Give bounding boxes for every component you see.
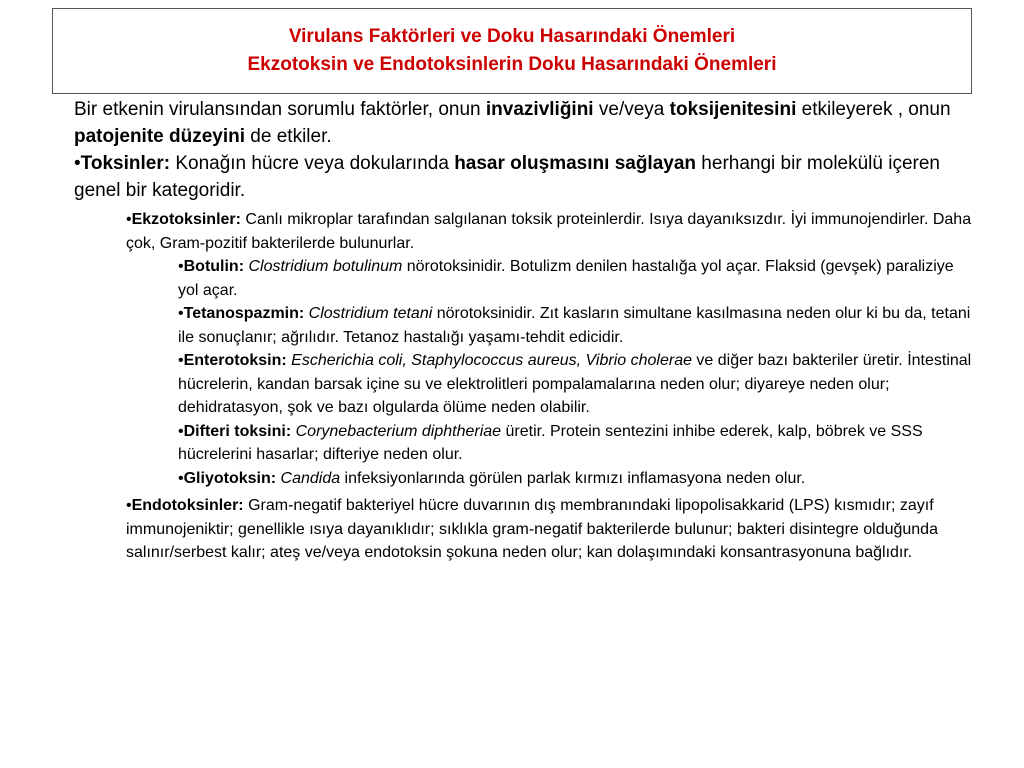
toksinler-bold: hasar oluşmasını sağlayan xyxy=(454,153,697,174)
intro-bold-patojenite: patojenite düzeyini xyxy=(74,126,246,147)
intro-bold-toksijenite: toksijenitesini xyxy=(669,99,797,120)
intro-paragraph xyxy=(74,96,974,150)
organism-name: Corynebacterium diphtheriae xyxy=(291,422,502,440)
endotoksin-bullet xyxy=(126,494,974,565)
toxin-description: nörotoksinidir. Botulizm denilen hastalığa yol açar. Flaksid (gevşek) paraliziye yol açar. xyxy=(178,258,954,299)
organism-name: Candida xyxy=(276,469,341,487)
slide-title: Virulans Faktörleri ve Doku Hasarındaki Önemleri xyxy=(288,26,736,47)
toxin-description: üretir. Protein sentezini inhibe ederek, kalp, böbrek ve SSS hücrelerini hasarlar; difteriye neden olur. xyxy=(178,422,923,463)
bullet-icon: • xyxy=(178,352,184,369)
slide-body xyxy=(74,96,974,565)
endotoksin-text: Gram-negatif bakteriyel hücre duvarının dış membranındaki lipopolisakkarid (LPS) kısmıdır; zayıf immunojeniktir; genellikle ısıya dayanıklıdır; sıklıkla gram-negatif bakterilerde bulunur; bakteri disintegre olduğunda salınır/serbest kalır; ateş ve/veya endotoksin şokuna neden olur; kan dolaşımındaki konsantrasyonuna bağlıdır. xyxy=(126,497,938,561)
intro-text-1: Bir etkenin virulansından sorumlu faktörler, onun xyxy=(74,99,486,120)
toxin-item-gliyotoksin xyxy=(178,467,974,491)
endotoksin-label: Endotoksinler: xyxy=(131,497,244,514)
bullet-icon: • xyxy=(126,497,132,514)
bullet-icon: • xyxy=(178,422,184,440)
toxin-label: Gliyotoksin: xyxy=(183,469,277,487)
organism-name: Clostridium tetani xyxy=(304,305,433,322)
toxin-label: Botulin: xyxy=(183,258,245,275)
toxin-label: Difteri toksini: xyxy=(183,422,292,440)
toksinler-bullet xyxy=(74,150,974,204)
ekzotoksin-label: Ekzotoksinler: xyxy=(131,211,241,228)
intro-bold-invazivlik: invazivliğini xyxy=(485,99,594,120)
intro-text-4: de etkiler. xyxy=(245,126,332,147)
toxin-item-enterotoksin xyxy=(178,349,974,420)
bullet-icon: • xyxy=(178,258,184,275)
toksinler-text-1: Konağın hücre veya dokularında xyxy=(170,153,455,174)
toxin-description: infeksiyonlarında görülen parlak kırmızı inflamasyona neden olur. xyxy=(340,469,806,487)
bullet-icon: • xyxy=(178,469,184,487)
intro-text-2: ve/veya xyxy=(593,99,670,120)
slide-title-box xyxy=(52,8,972,94)
toksinler-label: Toksinler: xyxy=(80,153,171,174)
bullet-icon: • xyxy=(74,153,81,174)
organism-name: Clostridium botulinum xyxy=(244,258,403,275)
bullet-icon: • xyxy=(178,305,184,322)
toksinler-text-2: herhangi bir molekülü içeren genel bir kategoridir. xyxy=(74,153,940,201)
slide-subtitle: Ekzotoksin ve Endotoksinlerin Doku Hasarındaki Önemleri xyxy=(247,54,777,75)
organism-name: Escherichia coli, Staphylococcus aureus, Vibrio cholerae xyxy=(286,352,692,369)
bullet-icon: • xyxy=(126,211,132,228)
toxin-item-botulin xyxy=(178,255,974,302)
intro-text-3: etkileyerek , onun xyxy=(796,99,951,120)
toxin-label: Enterotoksin: xyxy=(183,352,287,369)
toxin-item-tetanospazmin xyxy=(178,302,974,349)
ekzotoksin-bullet xyxy=(126,208,974,255)
toxin-label: Tetanospazmin: xyxy=(183,305,305,322)
toxin-description: ve diğer bazı bakteriler üretir. İntestinal hücrelerin, kandan barsak içine su ve elektrolitleri pompalamalarına neden olur; diyareye neden olur; dehidratasyon, şok ve bazı olgularda ölüme neden olabilir. xyxy=(178,352,972,416)
toxin-item-difteri xyxy=(178,420,974,467)
ekzotoksin-text: Canlı mikroplar tarafından salgılanan toksik proteinlerdir. Isıya dayanıksızdır. İyi immunojendirler. Daha çok, Gram-pozitif bakterilerde bulunurlar. xyxy=(126,211,972,252)
toxin-description: nörotoksinidir. Zıt kasların simultane kasılmasına neden olur ki bu da, tetani ile sonuçlanır; ağrılıdır. Tetanoz hastalığı yaşamı-tehdit edicidir. xyxy=(178,305,971,346)
